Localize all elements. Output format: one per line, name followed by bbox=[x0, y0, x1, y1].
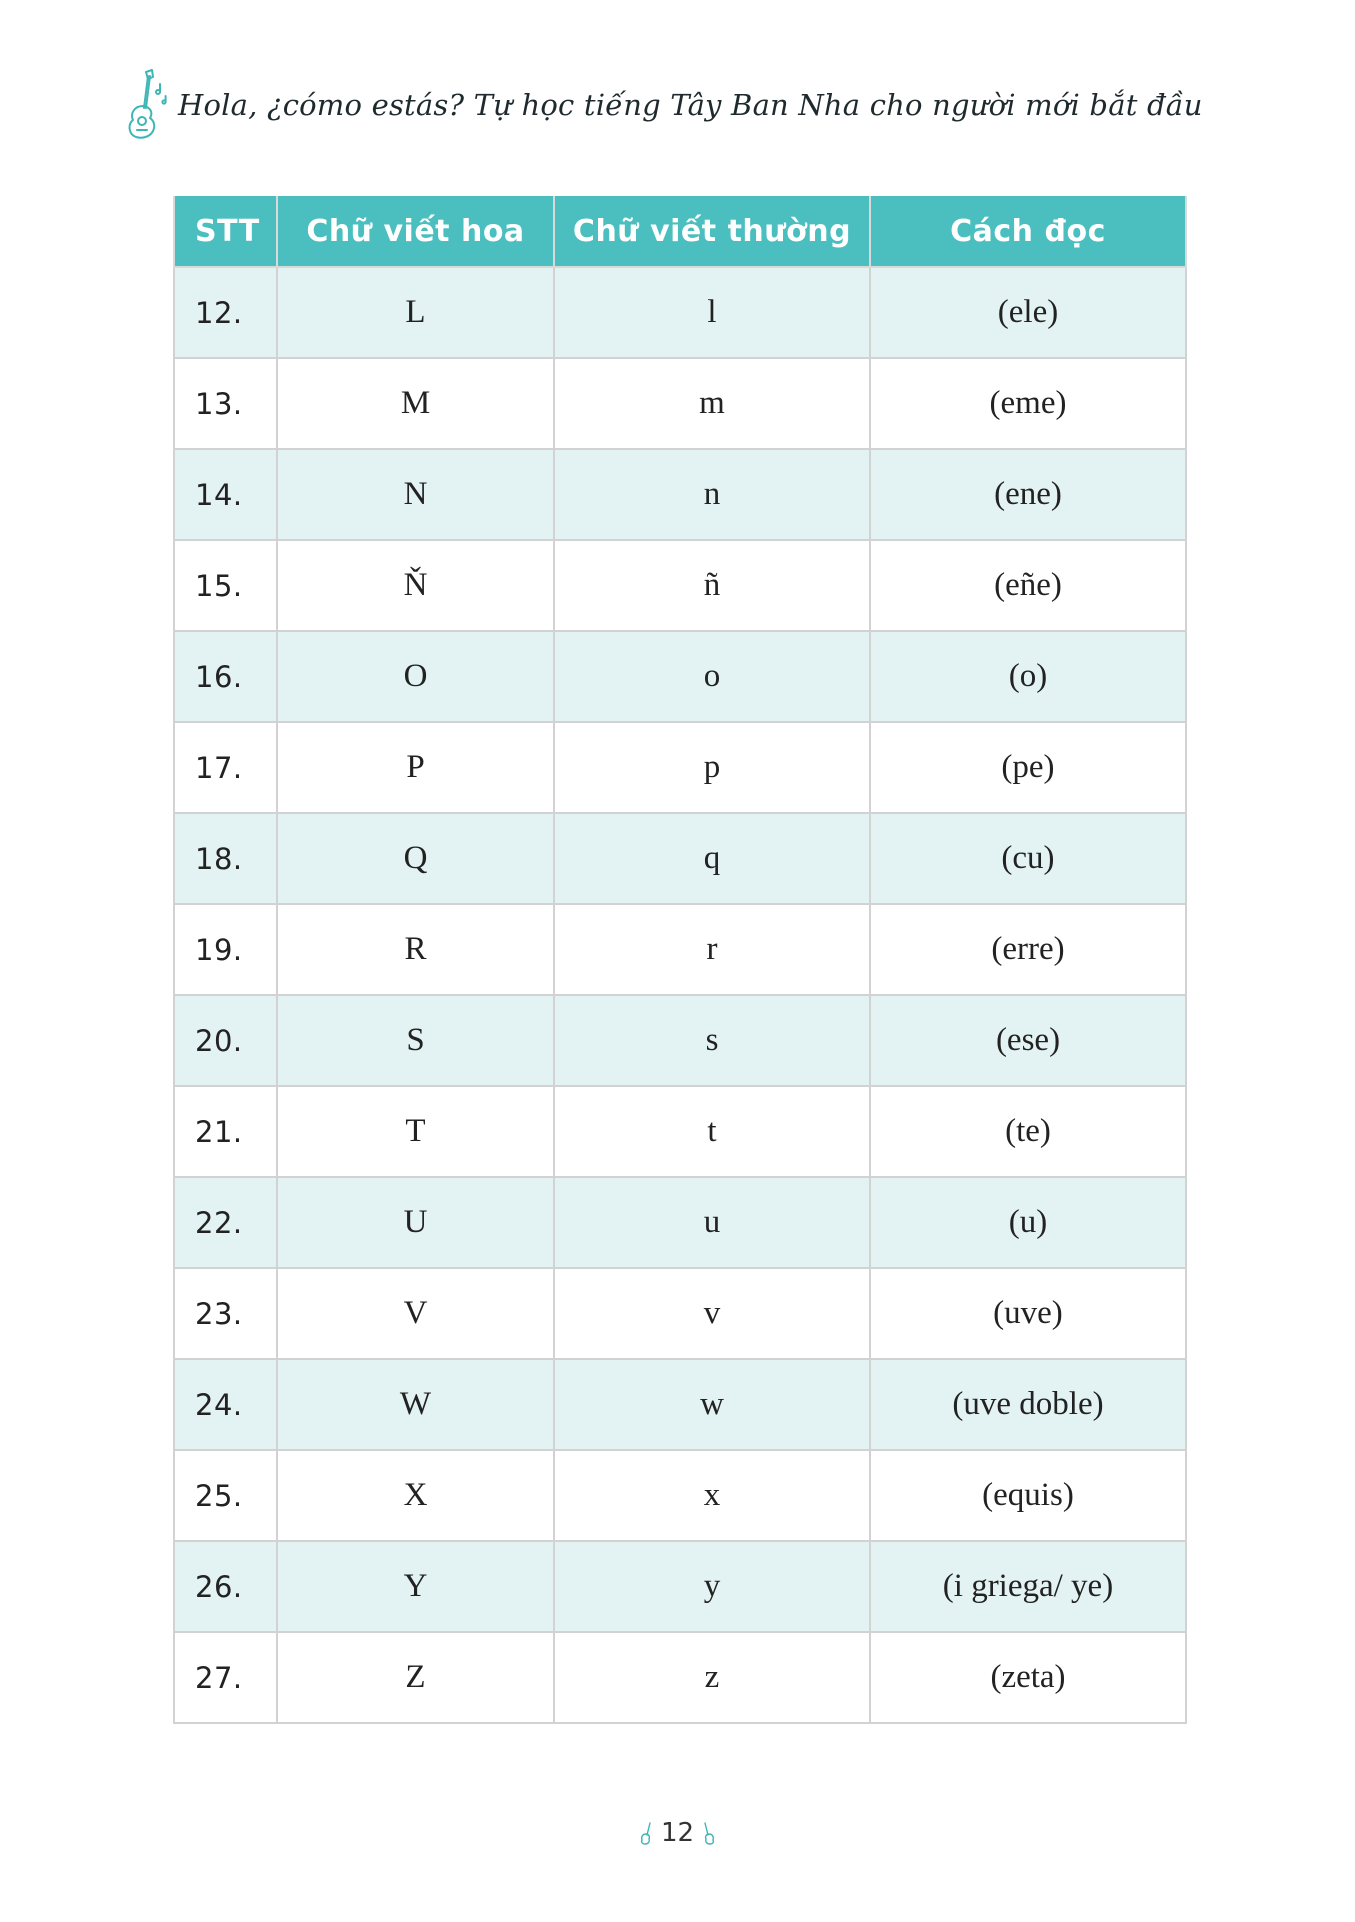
row-number: 16. bbox=[174, 631, 277, 722]
uppercase-letter: U bbox=[277, 1177, 554, 1268]
book-title: Hola, ¿cómo estás? Tự học tiếng Tây Ban Nha cho người mới bắt đầu bbox=[178, 88, 1203, 122]
row-number: 19. bbox=[174, 904, 277, 995]
pronunciation: (ele) bbox=[870, 267, 1186, 358]
table-row bbox=[174, 540, 1186, 631]
page-number: 12 bbox=[660, 1818, 695, 1848]
uppercase-letter: N bbox=[277, 449, 554, 540]
lowercase-letter: n bbox=[554, 449, 870, 540]
uppercase-letter: O bbox=[277, 631, 554, 722]
table-row bbox=[174, 631, 1186, 722]
alphabet-table bbox=[173, 196, 1187, 1724]
lowercase-letter: z bbox=[554, 1632, 870, 1723]
table-row bbox=[174, 449, 1186, 540]
pronunciation: (pe) bbox=[870, 722, 1186, 813]
pronunciation: (u) bbox=[870, 1177, 1186, 1268]
row-number: 23. bbox=[174, 1268, 277, 1359]
column-header-stt: STT bbox=[174, 196, 277, 267]
pronunciation: (uve) bbox=[870, 1268, 1186, 1359]
lowercase-letter: s bbox=[554, 995, 870, 1086]
uppercase-letter: M bbox=[277, 358, 554, 449]
uppercase-letter: W bbox=[277, 1359, 554, 1450]
page-header bbox=[122, 68, 1203, 142]
lowercase-letter: o bbox=[554, 631, 870, 722]
table-row bbox=[174, 1450, 1186, 1541]
guitar-icon bbox=[122, 68, 172, 142]
table-row bbox=[174, 995, 1186, 1086]
row-number: 15. bbox=[174, 540, 277, 631]
uppercase-letter: Z bbox=[277, 1632, 554, 1723]
table-row bbox=[174, 1541, 1186, 1632]
table-row bbox=[174, 1268, 1186, 1359]
lowercase-letter: y bbox=[554, 1541, 870, 1632]
lowercase-letter: w bbox=[554, 1359, 870, 1450]
pronunciation: (ese) bbox=[870, 995, 1186, 1086]
table-header-row bbox=[174, 196, 1186, 267]
lowercase-letter: r bbox=[554, 904, 870, 995]
lowercase-letter: ñ bbox=[554, 540, 870, 631]
lowercase-letter: m bbox=[554, 358, 870, 449]
table-row bbox=[174, 358, 1186, 449]
uppercase-letter: V bbox=[277, 1268, 554, 1359]
lowercase-letter: p bbox=[554, 722, 870, 813]
table-row bbox=[174, 813, 1186, 904]
pronunciation: (ene) bbox=[870, 449, 1186, 540]
lowercase-letter: q bbox=[554, 813, 870, 904]
pronunciation: (erre) bbox=[870, 904, 1186, 995]
uppercase-letter: Ň bbox=[277, 540, 554, 631]
uppercase-letter: S bbox=[277, 995, 554, 1086]
row-number: 26. bbox=[174, 1541, 277, 1632]
table-row bbox=[174, 904, 1186, 995]
lowercase-letter: l bbox=[554, 267, 870, 358]
row-number: 25. bbox=[174, 1450, 277, 1541]
lowercase-letter: u bbox=[554, 1177, 870, 1268]
table-row bbox=[174, 1177, 1186, 1268]
uppercase-letter: T bbox=[277, 1086, 554, 1177]
table-row bbox=[174, 1086, 1186, 1177]
pronunciation: (eme) bbox=[870, 358, 1186, 449]
table-row bbox=[174, 1359, 1186, 1450]
lowercase-letter: t bbox=[554, 1086, 870, 1177]
column-header-pronunciation: Cách đọc bbox=[870, 196, 1186, 267]
row-number: 21. bbox=[174, 1086, 277, 1177]
table-row bbox=[174, 1632, 1186, 1723]
pronunciation: (te) bbox=[870, 1086, 1186, 1177]
uppercase-letter: L bbox=[277, 267, 554, 358]
row-number: 14. bbox=[174, 449, 277, 540]
row-number: 27. bbox=[174, 1632, 277, 1723]
uppercase-letter: X bbox=[277, 1450, 554, 1541]
pronunciation: (eñe) bbox=[870, 540, 1186, 631]
page-footer bbox=[0, 1813, 1355, 1853]
table-row bbox=[174, 722, 1186, 813]
pronunciation: (o) bbox=[870, 631, 1186, 722]
lowercase-letter: x bbox=[554, 1450, 870, 1541]
guitar-icon bbox=[700, 1821, 716, 1845]
uppercase-letter: P bbox=[277, 722, 554, 813]
column-header-lowercase: Chữ viết thường bbox=[554, 196, 870, 267]
pronunciation: (zeta) bbox=[870, 1632, 1186, 1723]
column-header-uppercase: Chữ viết hoa bbox=[277, 196, 554, 267]
uppercase-letter: Y bbox=[277, 1541, 554, 1632]
row-number: 24. bbox=[174, 1359, 277, 1450]
pronunciation: (uve doble) bbox=[870, 1359, 1186, 1450]
row-number: 18. bbox=[174, 813, 277, 904]
uppercase-letter: Q bbox=[277, 813, 554, 904]
pronunciation: (equis) bbox=[870, 1450, 1186, 1541]
row-number: 17. bbox=[174, 722, 277, 813]
pronunciation: (cu) bbox=[870, 813, 1186, 904]
row-number: 22. bbox=[174, 1177, 277, 1268]
lowercase-letter: v bbox=[554, 1268, 870, 1359]
table-row bbox=[174, 267, 1186, 358]
uppercase-letter: R bbox=[277, 904, 554, 995]
row-number: 12. bbox=[174, 267, 277, 358]
row-number: 13. bbox=[174, 358, 277, 449]
guitar-icon bbox=[639, 1821, 655, 1845]
row-number: 20. bbox=[174, 995, 277, 1086]
pronunciation: (i griega/ ye) bbox=[870, 1541, 1186, 1632]
